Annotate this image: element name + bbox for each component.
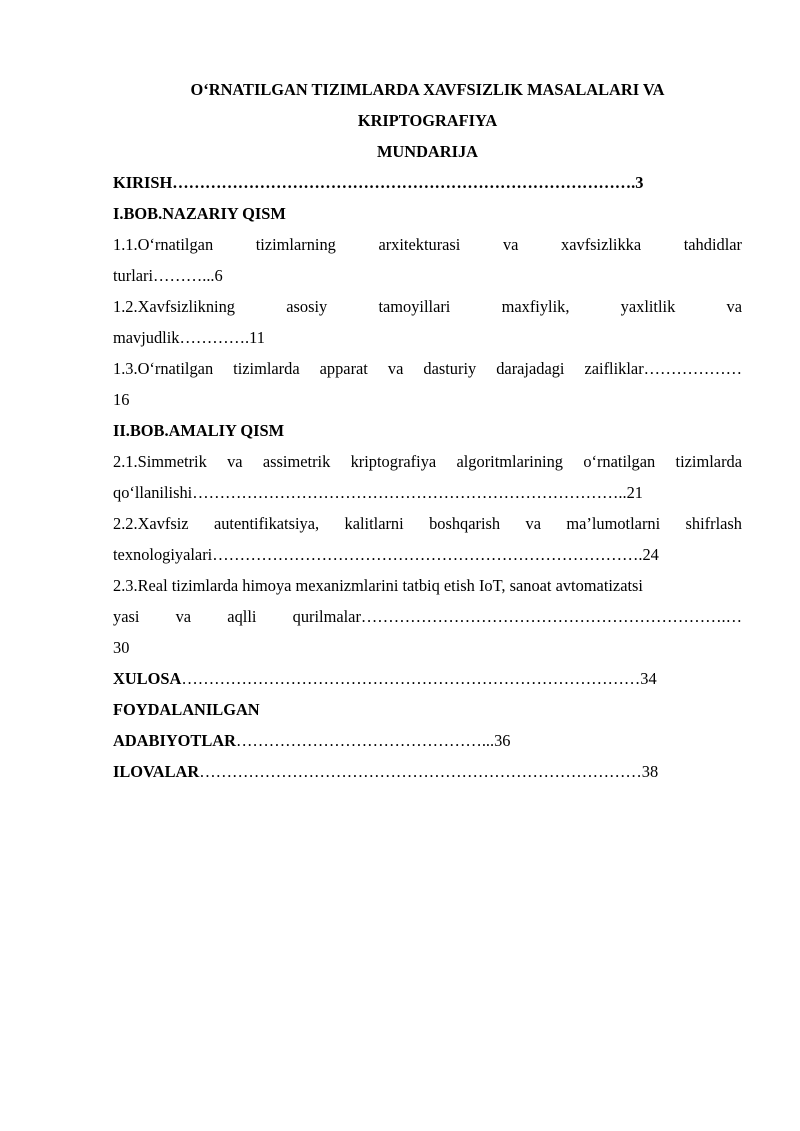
toc-entry-2-2-line-2: texnologiyalari…………………………………………………………………….24 bbox=[113, 545, 659, 564]
toc-entry-1-2-line-1: 1.2.Xavfsizlikning asosiy tamoyillari maxfiylik, yaxlitlik va bbox=[113, 297, 742, 316]
toc-entry-foydalanilgan: FOYDALANILGAN bbox=[113, 700, 260, 719]
toc-entry-adabiyotlar bbox=[113, 725, 742, 756]
toc-chapter-1: I.BOB.NAZARIY QISM bbox=[113, 204, 286, 223]
toc-entry-ilovalar-leader: ………………………………………………………………………38 bbox=[199, 762, 659, 781]
toc-entry-2-1-line-1: 2.1.Simmetrik va assimetrik kriptografiya algoritmlarining o‘rnatilgan tizimlarda bbox=[113, 452, 742, 471]
toc-chapter-2: II.BOB.AMALIY QISM bbox=[113, 421, 285, 440]
toc-entry-xulosa-leader: …………………………………………………………………………34 bbox=[181, 669, 657, 688]
toc-entry-1-3-line-2: 16 bbox=[113, 390, 130, 409]
toc-entry-kirish: KIRISH………………………………………………………………………….3 bbox=[113, 173, 644, 192]
toc-entry-2-3-line-1: 2.3.Real tizimlarda himoya mexanizmlarini tatbiq etish IoT, sanoat avtomatizatsi bbox=[113, 576, 643, 595]
toc-entry-ilovalar-label: ILOVALAR bbox=[113, 762, 200, 781]
toc-entry-adabiyotlar-label: ADABIYOTLAR bbox=[113, 731, 236, 750]
toc-heading: MUNDARIJA bbox=[376, 142, 479, 161]
toc-entry-2-2-line-1: 2.2.Xavfsiz autentifikatsiya, kalitlarni boshqarish va ma’lumotlarni shifrlash bbox=[113, 514, 742, 533]
table-of-contents bbox=[113, 74, 742, 787]
toc-entry-xulosa-label: XULOSA bbox=[113, 669, 182, 688]
toc-entry-2-3-line-3: 30 bbox=[113, 638, 130, 657]
toc-entry-1-2-line-2: mavjudlik………….11 bbox=[113, 328, 265, 347]
toc-entry-xulosa bbox=[113, 663, 742, 694]
toc-entry-2-3-line-2: yasi va aqlli qurilmalar………………………………………………………….… bbox=[113, 607, 742, 626]
toc-entry-1-1-line-1: 1.1.O‘rnatilgan tizimlarning arxitekturasi va xavfsizlikka tahdidlar bbox=[113, 235, 742, 254]
toc-entry-ilovalar bbox=[113, 756, 742, 787]
document-title-line-2: KRIPTOGRAFIYA bbox=[357, 111, 498, 130]
toc-entry-1-1-line-2: turlari………...6 bbox=[113, 266, 223, 285]
toc-entry-adabiyotlar-leader: ………………………………………...36 bbox=[235, 731, 511, 750]
toc-entry-1-3-line-1: 1.3.O‘rnatilgan tizimlarda apparat va dasturiy darajadagi zaifliklar……………… bbox=[113, 359, 742, 378]
document-title-line-1: O‘RNATILGAN TIZIMLARDA XAVFSIZLIK MASALALARI VA bbox=[190, 80, 665, 99]
toc-entry-2-1-line-2: qo‘llanilishi……………………………………………………………………..21 bbox=[113, 483, 643, 502]
